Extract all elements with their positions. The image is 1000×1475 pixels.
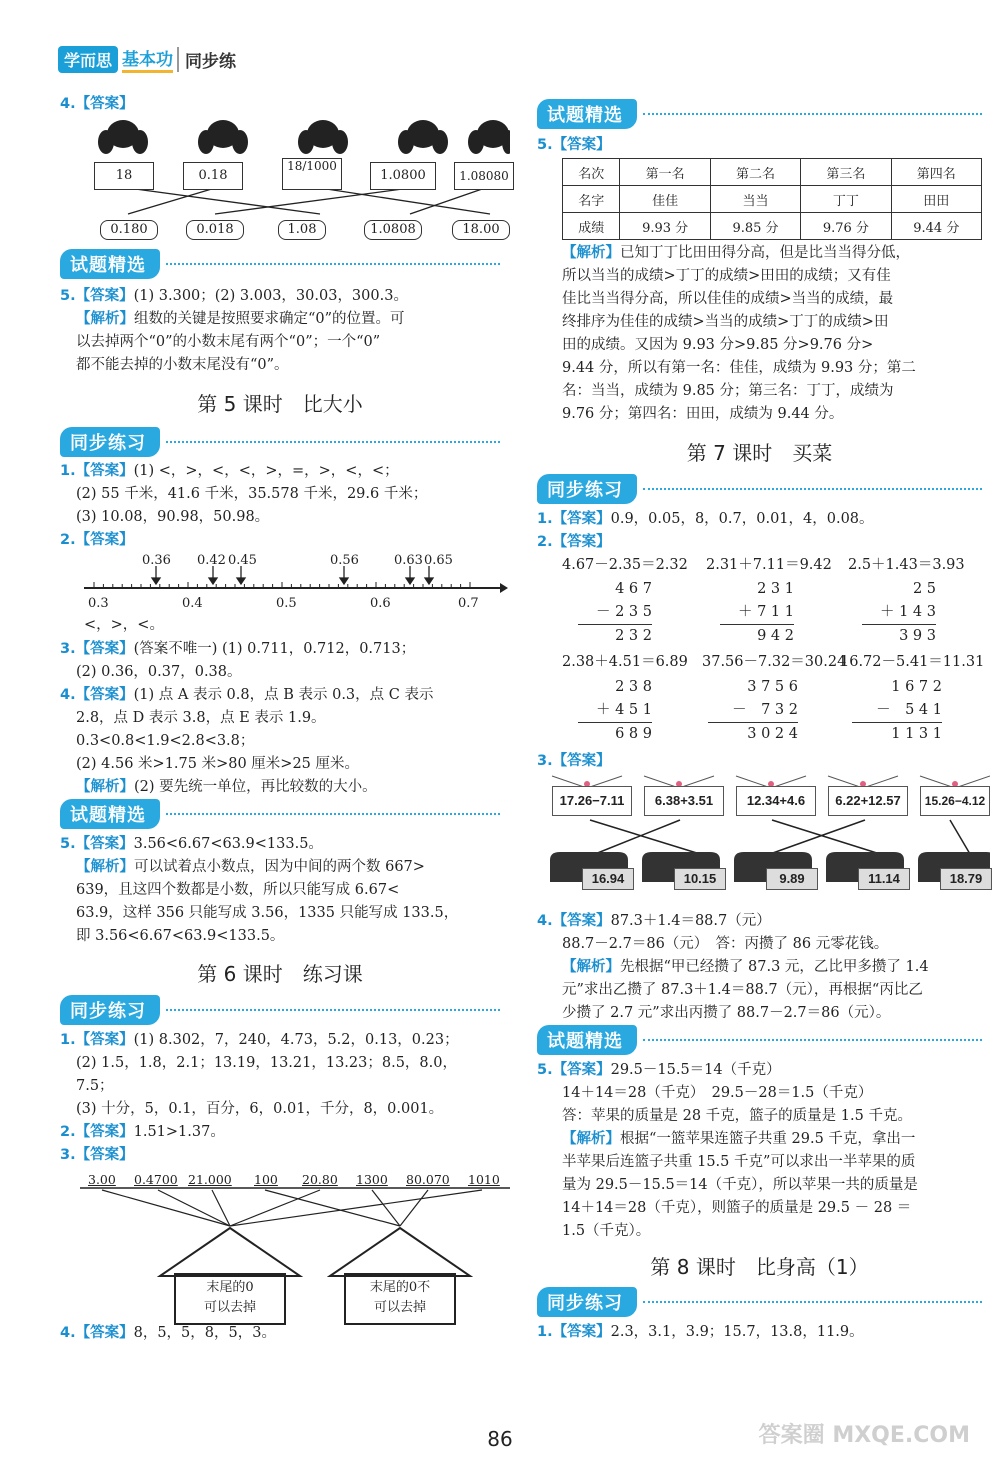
l7-q4-answer: 4.【答案】87.3＋1.4＝88.7（元）: [537, 913, 771, 929]
vertical-calc: [862, 578, 936, 648]
text-line: 3 0 2 4: [747, 726, 798, 742]
flag-label: 20.80: [302, 1172, 338, 1187]
l7-q2-head: 2.【答案】: [537, 534, 611, 550]
text-line: 1.5（千克）。: [562, 1223, 651, 1239]
dog-head-icon: [98, 120, 510, 154]
lesson-title: 第 7 课时 买菜: [686, 441, 833, 465]
text-line: 即 3.56<6.67<63.9<133.5。: [76, 928, 285, 944]
ruler-top-label: 0.63: [394, 553, 423, 568]
text-line: 1 6 7 2: [891, 679, 942, 695]
section-banner-tongbu: 同步练习: [537, 475, 982, 503]
equation: 4.67－2.35＝2.32: [562, 557, 688, 573]
page-number: 86: [487, 1427, 513, 1451]
lesson-title: 第 6 课时 练习课: [197, 962, 363, 986]
text-line: 1 1 3 1: [891, 726, 942, 742]
ruler-bottom-label: 0.6: [370, 596, 391, 611]
text-line: (2) 0.36，0.37，0.38。: [76, 664, 242, 680]
text-line: 2.8，点 D 表示 3.8，点 E 表示 1.9。: [76, 710, 326, 726]
table-cell: 名次: [563, 159, 620, 186]
table-cell: 9.76 分: [801, 213, 891, 240]
ruler-top-label: 0.36: [142, 553, 171, 568]
dog-card: 18: [94, 162, 154, 190]
envelope-card: 15.26−4.12: [920, 786, 990, 816]
text-line: 量为 29.5－15.5＝14（千克），所以苹果一共的质量是: [562, 1177, 918, 1193]
text-line: 都不能去掉的小数末尾没有“0”。: [76, 357, 289, 373]
text-line: 639，且这四个数都是小数，所以只能写成 6.67<: [76, 882, 400, 898]
mailbox-label: 18.79: [940, 868, 992, 890]
ranking-table: [562, 158, 982, 240]
text-line: 9.44 分，所以有第一名：佳佳，成绩为 9.93 分；第二: [562, 360, 916, 376]
text-line: (2) 1.5，1.8，2.1；13.19，13.21，13.23；8.5，8.0，: [76, 1055, 457, 1071]
section-banner-tongbu: 同步练习: [537, 1288, 982, 1316]
r-q5-head: 5.【答案】: [537, 137, 611, 153]
bone-card: 1.0808: [364, 220, 422, 240]
table-cell: 第三名: [801, 159, 891, 186]
text-line: ＋ 1 4 3: [862, 601, 936, 625]
brand-header: [58, 46, 236, 72]
text-line: 14＋14＝28（千克），则篮子的质量是 29.5 － 28 ＝: [562, 1200, 912, 1216]
text-line: 以去掉两个“0”的小数末尾有两个“0”；一个“0”: [76, 334, 381, 350]
section-banner-shiti: 试题精选: [537, 1026, 982, 1054]
l5-q4-analysis: 【解析】(2) 要先统一单位，再比较数的大小。: [76, 779, 377, 795]
lesson-title: 第 5 课时 比大小: [197, 392, 363, 416]
table-cell: 田田: [891, 186, 981, 213]
ruler-top-label: 0.56: [330, 553, 359, 568]
table-cell: 名字: [563, 186, 620, 213]
ruler-bottom-label: 0.5: [276, 596, 297, 611]
flag-label: 100: [254, 1172, 278, 1187]
envelope-card: 17.26−7.11: [552, 786, 632, 816]
text-line: 终排序为佳佳的成绩>当当的成绩>丁丁的成绩>田: [562, 314, 889, 330]
text-line: 末尾的0不: [369, 1280, 431, 1295]
ruler-bottom-label: 0.7: [458, 596, 479, 611]
text-line: 少攒了 2.7 元”求出丙攒了 88.7－2.7＝86（元）。: [562, 1005, 891, 1021]
table-cell: 丁丁: [801, 186, 891, 213]
l5-q1-answer: 1.【答案】(1) <，>，<，<，>，=，>，<，<；: [60, 463, 399, 479]
l6-q3-head: 3.【答案】: [60, 1147, 134, 1163]
equation: 2.38＋4.51＝6.89: [562, 654, 688, 670]
flag-label: 1010: [468, 1172, 500, 1187]
l6-q4-answer: 4.【答案】8，5，5，8，5，3。: [60, 1325, 276, 1341]
text-line: 88.7－2.7＝86（元） 答：丙攒了 86 元零花钱。: [562, 936, 889, 952]
brand-subtitle: 同步练: [177, 47, 236, 72]
section-banner-shiti: 试题精选: [537, 100, 982, 128]
l8-q1-answer: 1.【答案】2.3，3.1，3.9；15.7，13.8，11.9。: [537, 1324, 864, 1340]
text-line: 6 8 9: [615, 726, 652, 742]
table-cell: 9.93 分: [620, 213, 710, 240]
text-line: (2) 55 千米，41.6 千米，35.578 千米，29.6 千米；: [76, 486, 428, 502]
bone-card: 0.018: [186, 220, 244, 240]
l5-q5-answer: 5.【答案】3.56<6.67<63.9<133.5。: [60, 836, 323, 852]
l7-q5-analysis: 【解析】根据“一篮苹果连篮子共重 29.5 千克，拿出一: [562, 1131, 916, 1147]
flag-label: 1300: [356, 1172, 388, 1187]
table-cell: 成绩: [563, 213, 620, 240]
bone-card: 0.180: [100, 220, 158, 240]
text-line: 2 3 1: [757, 581, 794, 597]
vertical-calc: [578, 578, 652, 648]
ruler-top-label: 0.42: [197, 553, 226, 568]
ruler-top-label: 0.65: [424, 553, 453, 568]
l6-q2-answer: 2.【答案】1.51>1.37。: [60, 1124, 225, 1140]
table-cell: 第一名: [620, 159, 710, 186]
section-banner-tongbu: 同步练习: [60, 428, 500, 456]
envelope-card: 12.34+4.6: [736, 786, 816, 816]
text-line: 2 3 8: [615, 679, 652, 695]
text-line: ＋ 4 5 1: [578, 699, 652, 723]
text-line: 名：当当，成绩为 9.85 分；第三名：丁丁，成绩为: [562, 383, 894, 399]
bone-card: 1.08: [278, 220, 326, 240]
table-row: [563, 213, 982, 240]
lesson-title: 第 8 课时 比身高（1）: [650, 1255, 869, 1279]
text-line: 9 4 2: [757, 628, 794, 644]
text-line: 63.9，这样 356 只能写成 3.56，1335 只能写成 133.5，: [76, 905, 459, 921]
watermark: 答案圈 MXQE.COM: [758, 1423, 970, 1448]
text-line: ＋ 7 1 1: [720, 601, 794, 625]
dog-card: 18/1000: [282, 158, 342, 190]
left-q5-answer: 5.【答案】(1) 3.300；(2) 3.003，30.03，300.3。: [60, 288, 408, 304]
l7-q5-answer: 5.【答案】29.5－15.5＝14（千克）: [537, 1062, 781, 1078]
l5-q5-analysis: 【解析】可以试着点小数点，因为中间的两个数 667>: [76, 859, 425, 875]
brand-name: 学而思: [58, 46, 118, 73]
text-line: － 2 3 5: [578, 601, 652, 625]
l7-q3-head: 3.【答案】: [537, 753, 611, 769]
text-line: <，>，<。: [84, 617, 164, 633]
dog-card: 1.08080: [454, 162, 514, 190]
equation: 2.5＋1.43＝3.93: [848, 557, 965, 573]
vertical-calc: [578, 676, 652, 746]
vertical-calc: [720, 578, 794, 648]
text-line: － 7 3 2: [708, 699, 798, 723]
text-line: 14＋14＝28（千克） 29.5－28＝1.5（千克）: [562, 1085, 873, 1101]
r-q5-analysis: 【解析】已知丁丁比田田得分高，但是比当当得分低，: [562, 245, 910, 261]
text-line: (3) 十分，5，0.1，百分，6，0.01，千分，8，0.001。: [76, 1101, 444, 1117]
left-q4-head: 4.【答案】: [60, 96, 134, 112]
text-line: 田的成绩。又因为 9.93 分>9.85 分>9.76 分>: [562, 337, 874, 353]
text-line: 3 9 3: [899, 628, 936, 644]
l6-q1-answer: 1.【答案】(1) 8.302，7，240，4.73，5.2，0.13，0.23；: [60, 1032, 459, 1048]
dog-card: 1.0800: [370, 162, 436, 190]
text-line: 所以当当的成绩>丁丁的成绩>田田的成绩；又有佳: [562, 268, 891, 284]
flag-label: 0.4700: [134, 1172, 178, 1187]
equation: 16.72－5.41＝11.31: [840, 654, 985, 670]
mailbox-label: 11.14: [858, 868, 910, 890]
dog-card: 0.18: [183, 162, 243, 190]
equation: 2.31＋7.11＝9.42: [706, 557, 832, 573]
house-label: [177, 1278, 283, 1318]
equation: 37.56－7.32＝30.24: [702, 654, 847, 670]
text-line: (3) 10.08，90.98，50.98。: [76, 509, 270, 525]
left-q5-analysis: 【解析】组数的关键是按照要求确定“0”的位置。可: [76, 311, 405, 327]
text-line: － 5 4 1: [852, 699, 942, 723]
section-banner-tongbu: 同步练习: [60, 996, 500, 1024]
envelope-card: 6.38+3.51: [644, 786, 724, 816]
text-line: 可以去掉: [203, 1300, 256, 1315]
ruler-bottom-label: 0.4: [182, 596, 203, 611]
text-line: 答：苹果的质量是 28 千克，篮子的质量是 1.5 千克。: [562, 1108, 912, 1124]
l5-q3-answer: 3.【答案】(答案不唯一) (1) 0.711，0.712，0.713；: [60, 641, 416, 657]
l5-q4-answer: 4.【答案】(1) 点 A 表示 0.8，点 B 表示 0.3，点 C 表示: [60, 687, 434, 703]
vertical-calc: [852, 676, 942, 746]
text-line: 0.3<0.8<1.9<2.8<3.8；: [76, 733, 255, 749]
ruler-bottom-label: 0.3: [88, 596, 109, 611]
table-row: [563, 159, 982, 186]
text-line: 可以去掉: [373, 1300, 426, 1315]
ruler-top-label: 0.45: [228, 553, 257, 568]
text-line: 半苹果后连篮子共重 15.5 千克”可以求出一半苹果的质: [562, 1154, 916, 1170]
vertical-calc: [708, 676, 798, 746]
text-line: 2 3 2: [615, 628, 652, 644]
mailbox-label: 10.15: [674, 868, 726, 890]
l7-q1-answer: 1.【答案】0.9，0.05，8，0.7，0.01，4，0.08。: [537, 511, 874, 527]
section-banner-shiti: 试题精选: [60, 800, 500, 828]
mailbox-label: 16.94: [582, 868, 634, 890]
l5-q2-head: 2.【答案】: [60, 532, 134, 548]
text-line: 4 6 7: [615, 581, 652, 597]
flag-label: 80.070: [406, 1172, 450, 1187]
text-line: 2 5: [912, 581, 936, 597]
text-line: 末尾的0: [206, 1280, 254, 1295]
table-cell: 第四名: [891, 159, 981, 186]
l7-q4-analysis: 【解析】先根据“甲已经攒了 87.3 元，乙比甲多攒了 1.4: [562, 959, 929, 975]
table-cell: 9.85 分: [710, 213, 800, 240]
table-cell: 佳佳: [620, 186, 710, 213]
text-line: (2) 4.56 米>1.75 米>80 厘米>25 厘米。: [76, 756, 360, 772]
text-line: 元”求出乙攒了 87.3＋1.4＝88.7（元），再根据“丙比乙: [562, 982, 923, 998]
brand-series: 基本功: [122, 45, 173, 73]
table-cell: 当当: [710, 186, 800, 213]
table-cell: 9.44 分: [891, 213, 981, 240]
table-cell: 第二名: [710, 159, 800, 186]
text-line: 佳比当当得分高，所以佳佳的成绩>当当的成绩，最: [562, 291, 894, 307]
flag-label: 21.000: [188, 1172, 232, 1187]
table-row: [563, 186, 982, 213]
bone-card: 18.00: [452, 220, 510, 240]
text-line: 9.76 分；第四名：田田，成绩为 9.44 分。: [562, 406, 844, 422]
text-line: 7.5；: [76, 1078, 114, 1094]
flag-label: 3.00: [88, 1172, 116, 1187]
mailbox-label: 9.89: [766, 868, 818, 890]
text-line: 3 7 5 6: [747, 679, 798, 695]
section-banner-shiti: 试题精选: [60, 250, 500, 278]
house-label: [347, 1278, 453, 1318]
envelope-card: 6.22+12.57: [828, 786, 908, 816]
